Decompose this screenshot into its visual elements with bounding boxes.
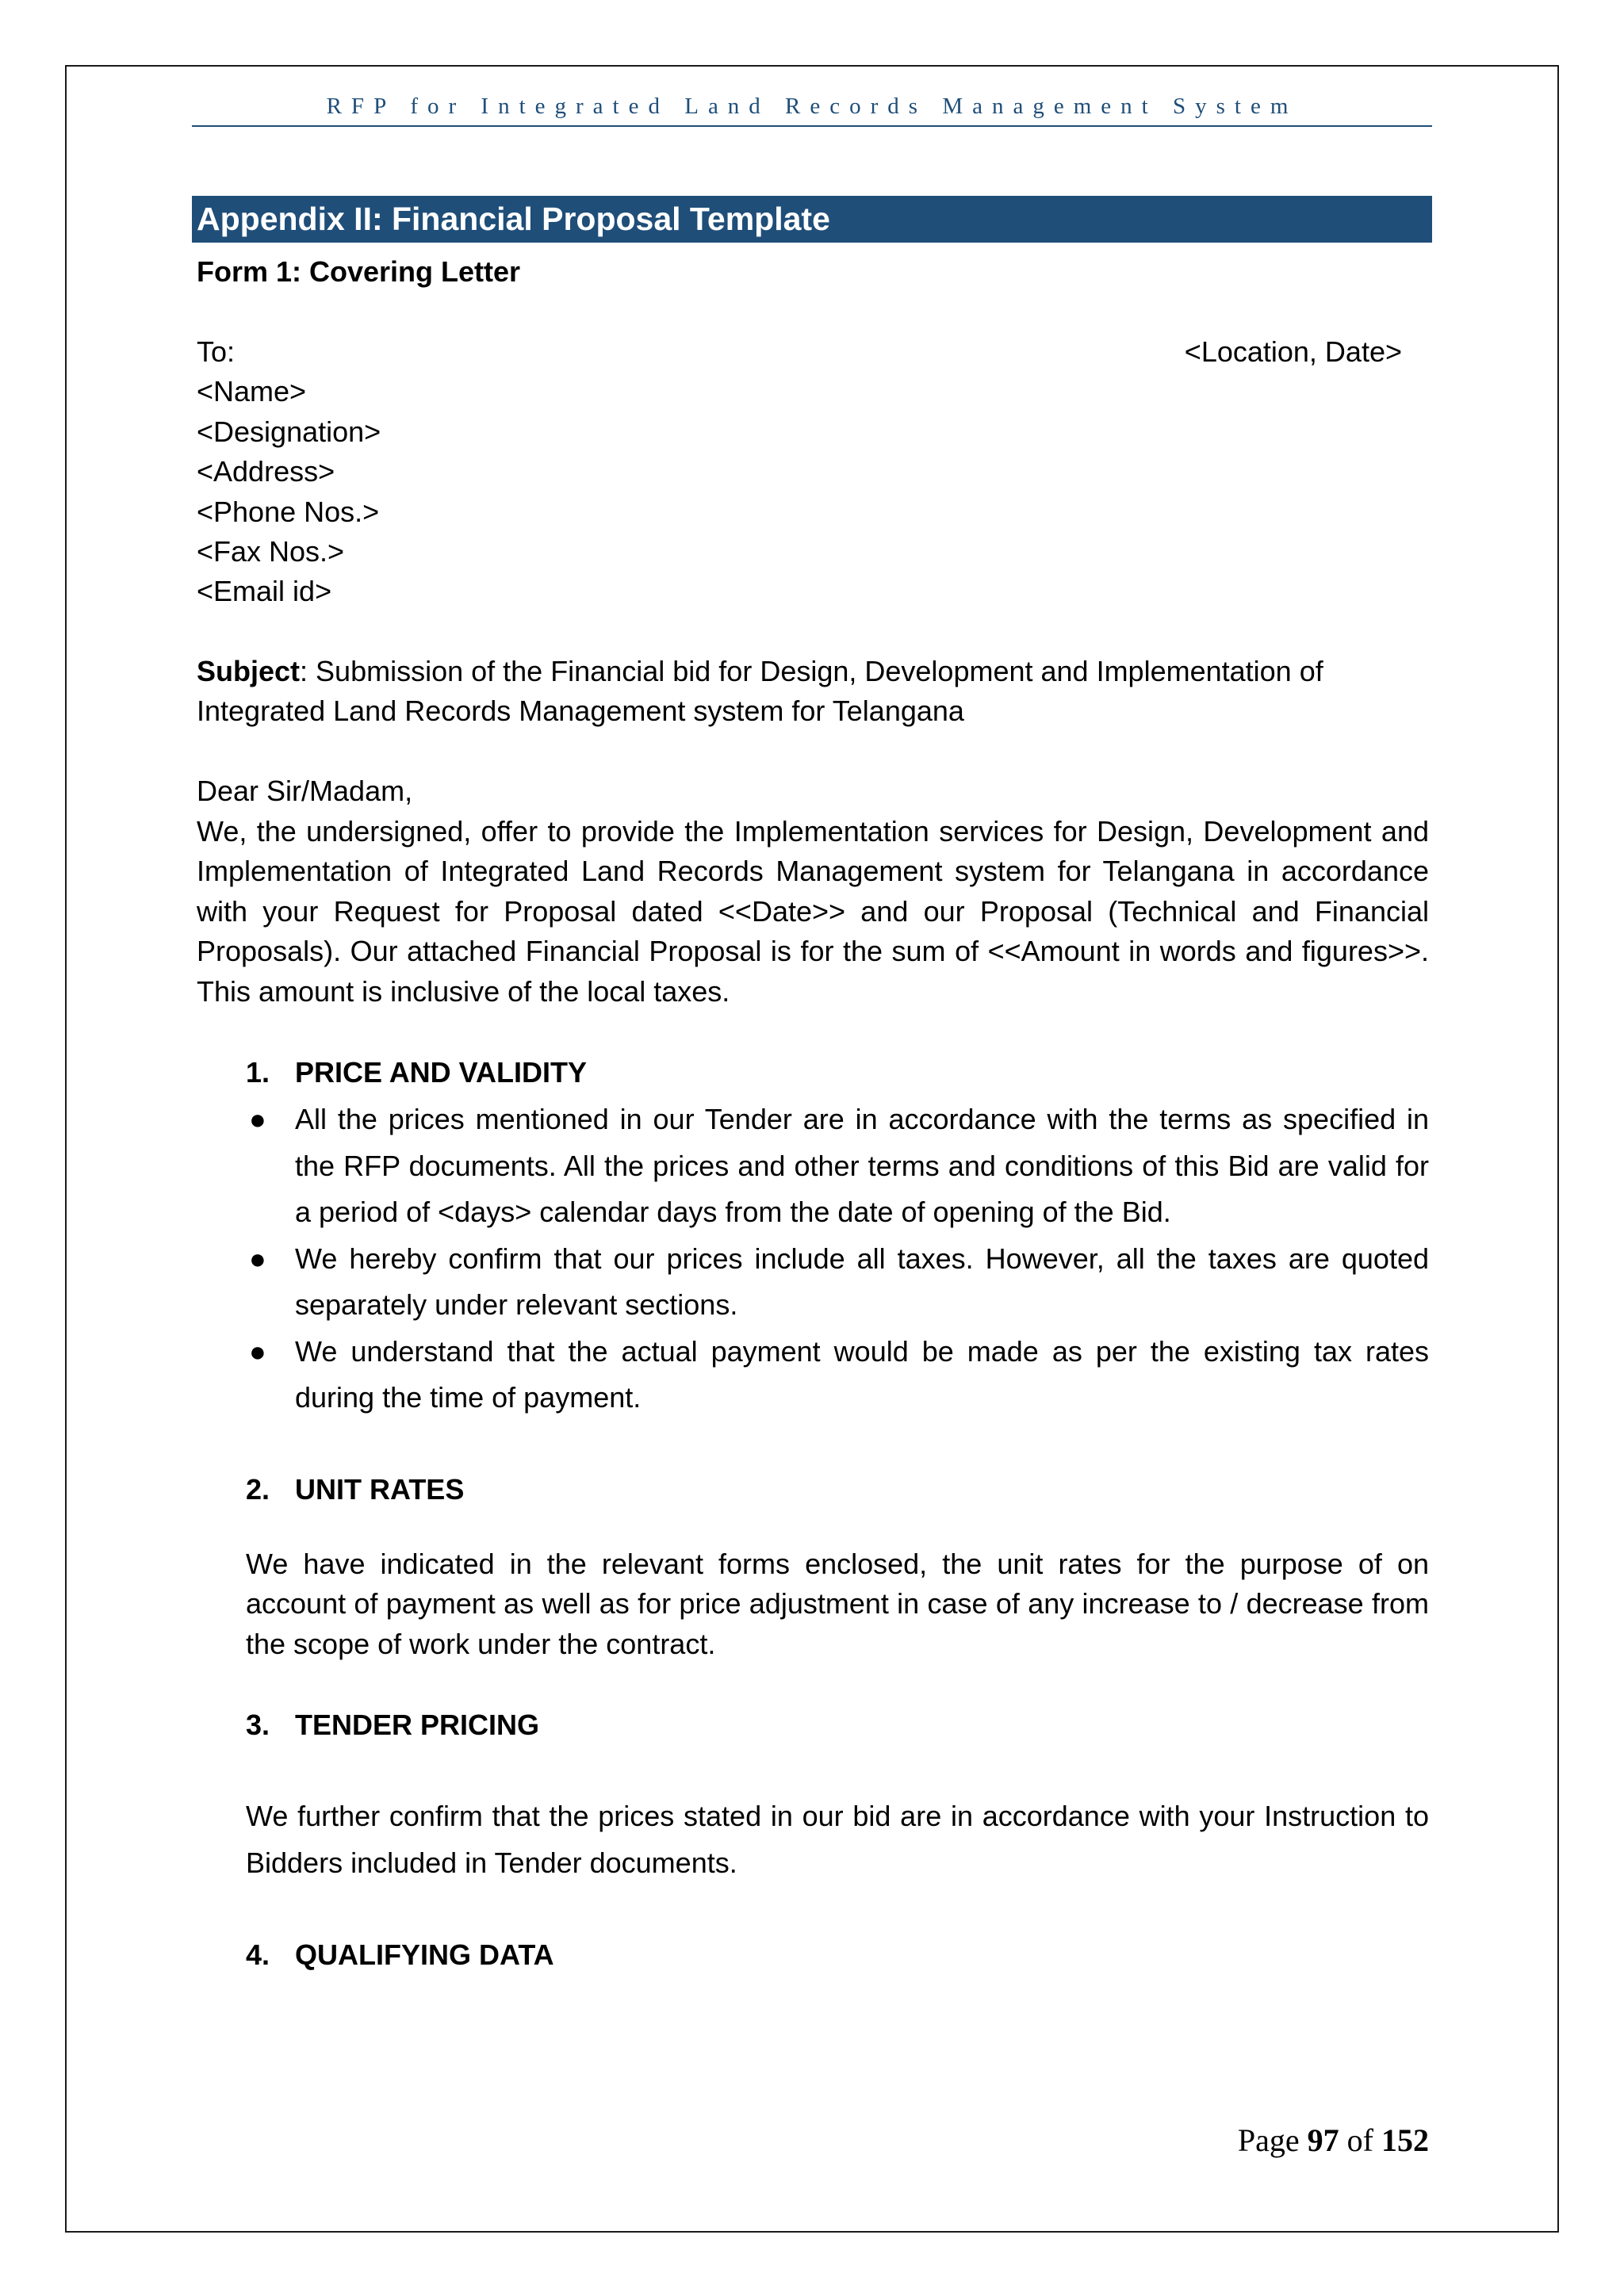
recipient-block [197,332,1402,612]
to-row [197,332,1402,372]
bullet-icon: ● [249,1103,266,1135]
section-number: 4. [246,1938,270,1971]
section-heading-tender-pricing [246,1705,539,1745]
section-number: 3. [246,1709,270,1741]
salutation: Dear Sir/Madam, [197,775,413,807]
section-title: UNIT RATES [295,1473,465,1506]
recipient-email: <Email id> [197,575,332,608]
bullet-text: All the prices mentioned in our Tender are in accordance with the terms as specified in the RFP documents. All the prices and other terms and conditions of this Bid are valid for a period of <days> calendar days from the date of opening of the Bid. [295,1103,1429,1228]
list-item [246,1329,1429,1422]
page-label: Page [1237,2122,1300,2158]
recipient-designation: <Designation> [197,415,381,448]
total-pages: 152 [1381,2122,1429,2158]
recipient-address: <Address> [197,455,335,488]
section-heading-qualifying-data [246,1935,554,1975]
section-title: PRICE AND VALIDITY [295,1056,588,1089]
recipient-phone: <Phone Nos.> [197,495,380,528]
subject-text: : Submission of the Financial bid for Design, Development and Implementation of Integrated Land Records Management system for Telangana [197,655,1323,728]
list-item [246,1096,1429,1236]
section-title: TENDER PRICING [295,1709,540,1741]
tender-pricing-text: We further confirm that the prices stated in our bid are in accordance with your Instruction to Bidders included in Tender documents. [246,1800,1429,1879]
bullet-icon: ● [249,1242,266,1275]
bullet-text: We hereby confirm that our prices include all taxes. However, all the taxes are quoted separately under relevant sections. [295,1242,1429,1321]
header-divider [192,125,1432,127]
recipient-fax: <Fax Nos.> [197,535,345,568]
bullet-text: We understand that the actual payment would be made as per the existing tax rates during the time of payment. [295,1334,1429,1414]
price-validity-bullets [246,1096,1429,1422]
running-header: RFP for Integrated Land Records Management System [326,94,1298,119]
page-number-footer [1110,2122,1429,2159]
to-label: To: [197,335,236,368]
section-heading-unit-rates [246,1470,464,1510]
bullet-icon: ● [249,1334,266,1368]
location-date: <Location, Date> [1184,335,1402,368]
section-number: 2. [246,1473,270,1506]
section-heading-price-validity [246,1053,587,1093]
unit-rates-text: We have indicated in the relevant forms enclosed, the unit rates for the purpose of on account of payment as well as for price adjustment in case of any increase to / decrease from the scope of work under the contract. [246,1548,1429,1660]
recipient-name: <Name> [197,375,307,408]
of-label: of [1346,2122,1373,2158]
letter-body: We, the undersigned, offer to provide the Implementation services for Design, Development and Implementation of Integrated Land Records Management system for Telangana in accordance with your Request for Proposal dated <<Date>> and our Proposal (Technical and Financial Proposals). Our attached Financial Proposal is for the sum of <<Amount in words and figures>>. This amount is inclusive of the local taxes. [197,815,1429,1008]
form-title: Form 1: Covering Letter [197,255,521,288]
subject-line [197,652,1431,732]
list-item [246,1236,1429,1329]
section-title: QUALIFYING DATA [295,1938,554,1971]
current-page: 97 [1307,2122,1339,2158]
appendix-heading: Appendix II: Financial Proposal Template [192,196,1432,243]
subject-label: Subject [197,655,301,687]
section-number: 1. [246,1056,270,1089]
